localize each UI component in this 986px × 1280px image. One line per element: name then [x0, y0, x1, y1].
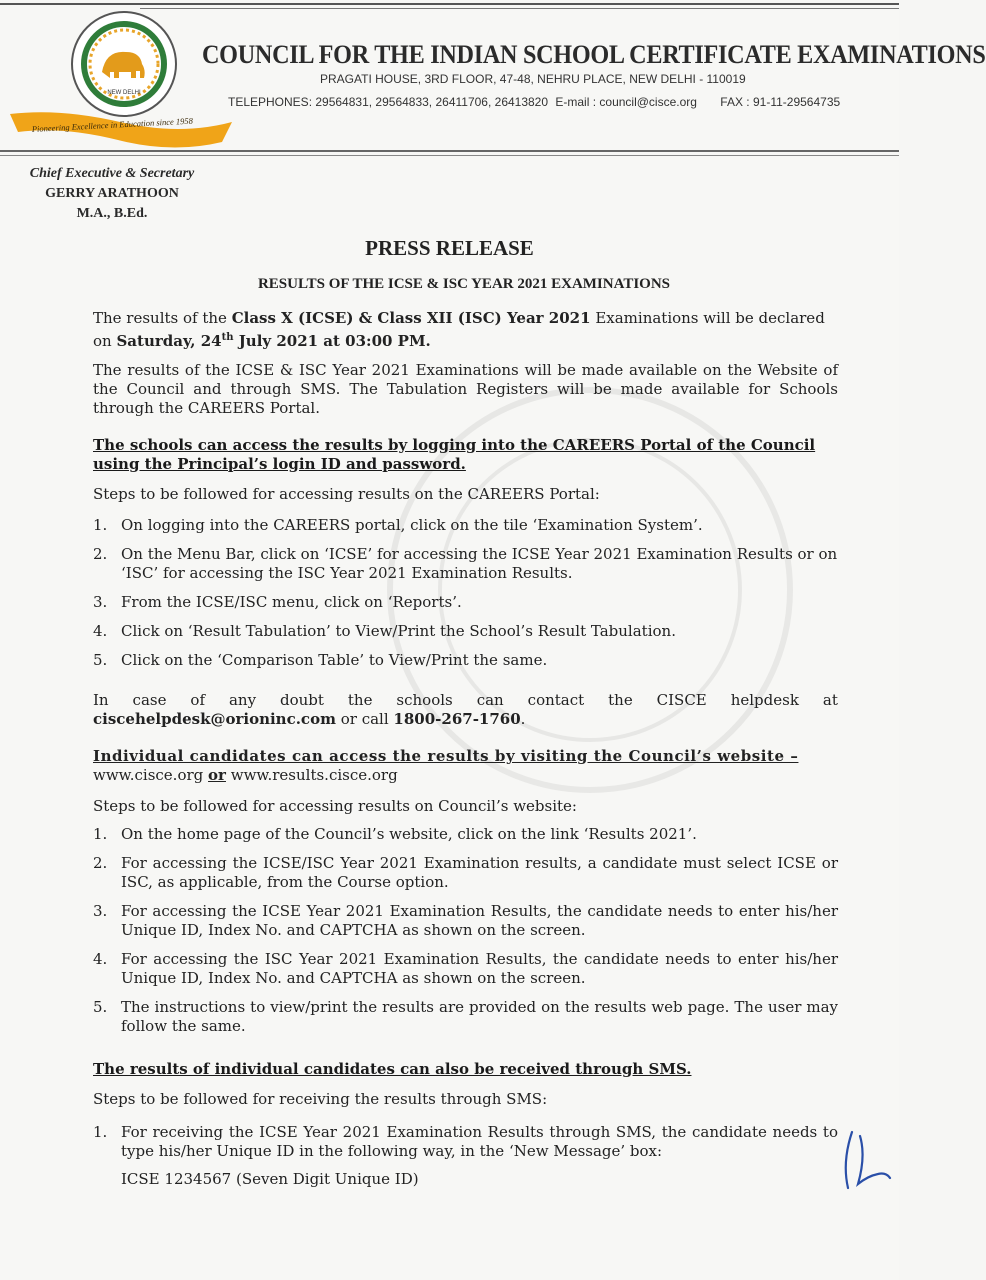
word: CISCE: [656, 691, 707, 709]
p1-classes: Class X (ICSE) & Class XII (ISC) Year 2021: [231, 309, 591, 327]
helpdesk-or-call: or call: [335, 710, 394, 728]
schools-steps-list: [93, 516, 838, 670]
individual-steps-list: [93, 825, 838, 1036]
website-or: or: [208, 766, 226, 784]
logo-ribbon-text: Pioneering Excellence in Education since 1958: [31, 115, 194, 134]
helpdesk-email: ciscehelpdesk@orioninc.com: [93, 710, 336, 728]
website-link-primary: www.cisce.org: [93, 766, 204, 784]
word: any: [228, 691, 257, 709]
availability-paragraph: The results of the ICSE & ISC Year 2021 Examinations will be made available on the Website of the Council and through SMS. The Tabulation Registers will be made available for Schools through the CAREERS Portal.: [93, 361, 838, 417]
individual-steps-intro: Steps to be followed for accessing results on Council’s website:: [93, 797, 577, 815]
p1-text-a: The results of the: [93, 309, 232, 327]
individual-heading-block: [93, 747, 838, 785]
word: at: [822, 691, 838, 709]
step-number: 5.: [93, 998, 108, 1016]
press-release-subtitle: RESULTS OF THE ICSE & ISC YEAR 2021 EXAMINATIONS: [257, 276, 671, 292]
step-text: For receiving the ICSE Year 2021 Examination Results through SMS, the candidate needs to type his/her Unique ID in the following way, in the ‘New Message’ box:: [121, 1123, 838, 1160]
step-text: The instructions to view/print the results are provided on the results web page. The user may follow the same.: [121, 998, 838, 1035]
step-text: For accessing the ICSE/ISC Year 2021 Examination results, a candidate must select ICSE or ISC, as applicable, from the Course option.: [121, 854, 838, 891]
helpdesk-phone: 1800-267-1760: [393, 710, 521, 728]
schools-steps-intro: Steps to be followed for accessing results on the CAREERS Portal:: [93, 485, 600, 503]
sms-steps-list: [93, 1123, 838, 1161]
step-number: 1.: [93, 1123, 108, 1141]
council-name: COUNCIL FOR THE INDIAN SCHOOL CERTIFICATE EXAMINATIONS: [202, 40, 986, 69]
sms-steps-intro: Steps to be followed for receiving the results through SMS:: [93, 1090, 548, 1108]
helpdesk-line: [93, 691, 838, 710]
word: the: [608, 691, 633, 709]
step-text: On the home page of the Council’s website, click on the link ‘Results 2021’.: [121, 825, 697, 843]
announcement-paragraph: [93, 309, 838, 351]
website-link-results: www.results.cisce.org: [230, 766, 398, 784]
word: schools: [396, 691, 453, 709]
signatory-name: GERRY ARATHOON: [45, 186, 179, 201]
word: the: [347, 691, 373, 709]
council-contact: [228, 95, 888, 109]
word: can: [476, 691, 504, 709]
step-number: 2.: [93, 545, 108, 563]
list-item: [93, 902, 838, 940]
fax: FAX : 91-11-29564735: [720, 95, 841, 109]
sms-example: ICSE 1234567 (Seven Digit Unique ID): [121, 1170, 419, 1188]
step-text: On logging into the CAREERS portal, click on the tile ‘Examination System’.: [121, 516, 703, 534]
step-text: On the Menu Bar, click on ‘ICSE’ for accessing the ICSE Year 2021 Examination Results or on ‘ISC’ for accessing the ISC Year 2021 Examination Results.: [121, 545, 838, 582]
step-number: 1.: [93, 825, 108, 843]
step-text: For accessing the ICSE Year 2021 Examination Results, the candidate needs to enter his/her Unique ID, Index No. and CAPTCHA as shown on the screen.: [121, 902, 838, 939]
signatory-role: Chief Executive & Secretary: [29, 166, 195, 181]
list-item: [93, 854, 838, 892]
list-item: [93, 1123, 838, 1161]
list-item: [93, 825, 838, 844]
p1-text-d: on: [93, 332, 117, 350]
step-number: 3.: [93, 902, 108, 920]
list-item: [93, 950, 838, 988]
telephones: TELEPHONES: 29564831, 29564833, 26411706, 26413820: [228, 95, 549, 109]
cisce-logo: [6, 6, 236, 151]
p1-date: Saturday, 24: [116, 332, 222, 350]
handwritten-initials: [838, 1126, 894, 1196]
list-item: [93, 651, 838, 670]
word: case: [132, 691, 167, 709]
individual-heading: Individual candidates can access the results by visiting the Council’s website –: [93, 747, 799, 765]
word: In: [93, 691, 109, 709]
list-item: [93, 593, 838, 612]
step-number: 1.: [93, 516, 108, 534]
step-number: 5.: [93, 651, 108, 669]
word: contact: [527, 691, 585, 709]
step-number: 4.: [93, 622, 108, 640]
step-text: From the ICSE/ISC menu, click on ‘Reports’.: [121, 593, 462, 611]
step-number: 2.: [93, 854, 108, 872]
header-rule-secondary: [0, 155, 899, 156]
step-text: Click on the ‘Comparison Table’ to View/Print the same.: [121, 651, 548, 669]
top-border-rule: [0, 3, 899, 5]
list-item: [93, 516, 838, 535]
step-number: 3.: [93, 593, 108, 611]
p1-text-c: Examinations will be declared: [590, 309, 825, 327]
step-text: Click on ‘Result Tabulation’ to View/Print the School’s Result Tabulation.: [121, 622, 676, 640]
p1-date-suffix: th: [221, 332, 234, 343]
step-number: 4.: [93, 950, 108, 968]
email: E-mail : council@cisce.org: [555, 95, 697, 109]
helpdesk-paragraph: [93, 691, 838, 729]
signatory-degree: M.A., B.Ed.: [76, 206, 148, 221]
header-rule: [0, 150, 899, 152]
list-item: [93, 622, 838, 641]
list-item: [93, 545, 838, 583]
word: of: [190, 691, 206, 709]
helpdesk-end: .: [520, 710, 526, 728]
p1-time: July 2021 at 03:00 PM.: [233, 332, 431, 350]
top-border-rule-secondary: [140, 8, 899, 9]
step-text: For accessing the ISC Year 2021 Examination Results, the candidate needs to enter his/her Unique ID, Index No. and CAPTCHA as shown on the screen.: [121, 950, 838, 987]
sms-heading: The results of individual candidates can also be received through SMS.: [93, 1060, 692, 1078]
signatory-block: [22, 164, 202, 224]
word: helpdesk: [730, 691, 799, 709]
council-address: PRAGATI HOUSE, 3RD FLOOR, 47-48, NEHRU PLACE, NEW DELHI - 110019: [320, 72, 746, 86]
press-release-title: PRESS RELEASE: [365, 236, 534, 260]
list-item: [93, 998, 838, 1036]
logo-city: NEW DELHI: [107, 90, 141, 96]
schools-heading: The schools can access the results by logging into the CAREERS Portal of the Council using the Principal’s login ID and password.: [93, 436, 816, 473]
word: doubt: [280, 691, 324, 709]
